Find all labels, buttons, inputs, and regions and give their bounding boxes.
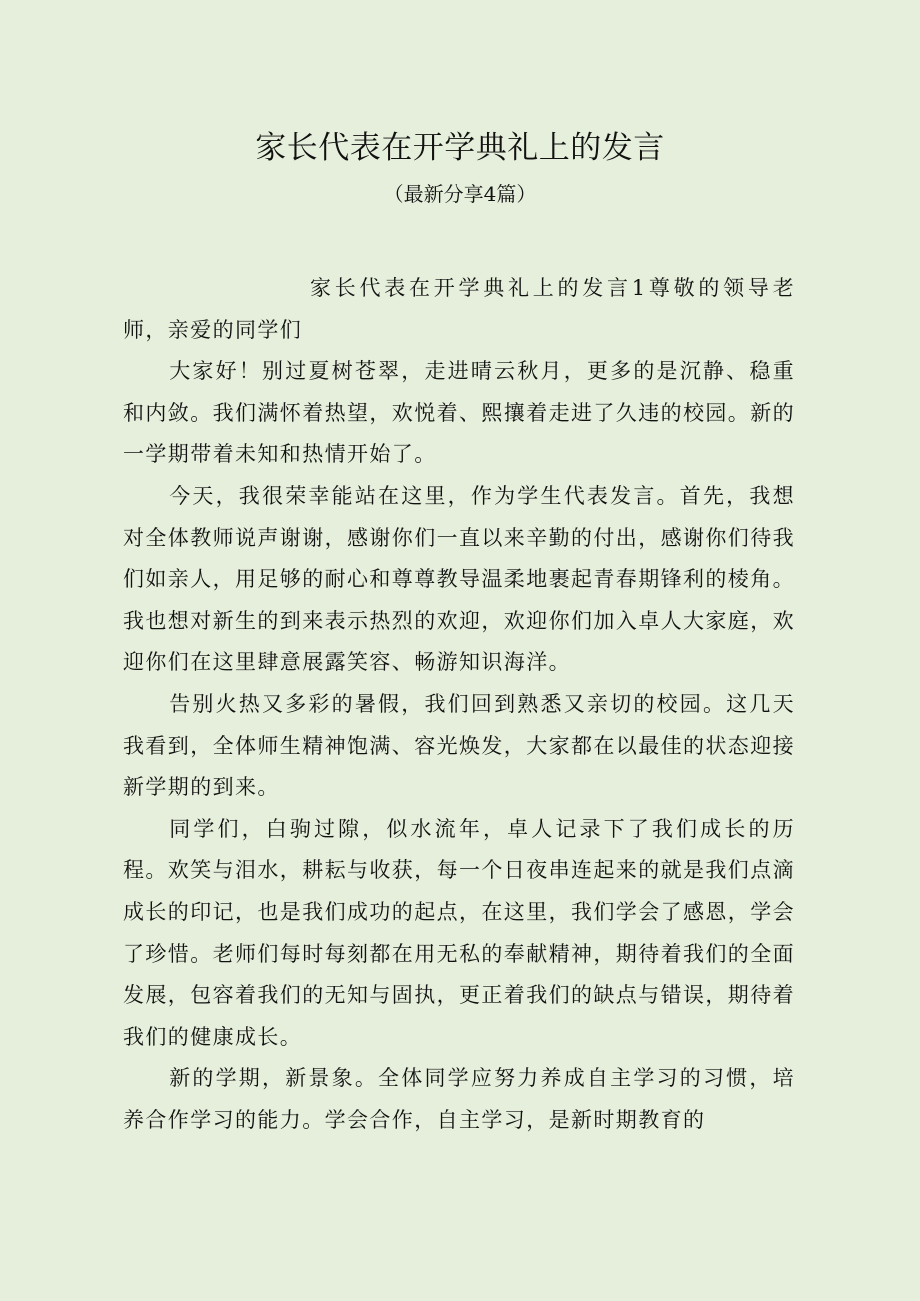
document-subtitle: （最新分享4篇） xyxy=(383,182,537,206)
paragraph: 同学们，白驹过隙，似水流年，卓人记录下了我们成长的历程。欢笑与泪水，耕耘与收获，每一个日夜串连起来的就是我们点滴成长的印记，也是我们成功的起点，在这里，我们学会了感恩，学会了珍惜。老师们每时每刻都在用无私的奉献精神，期待着我们的全面发展，包容着我们的无知与固执，更正着我们的缺点与错误，期待着我们的健康成长。 xyxy=(123,816,795,1049)
paragraph: 今天，我很荣幸能站在这里，作为学生代表发言。首先，我想对全体教师说声谢谢，感谢你们一直以来辛勤的付出，感谢你们待我们如亲人，用足够的耐心和尊尊教导温柔地裹起青春期锋利的棱角。我也想对新生的到来表示热烈的欢迎，欢迎你们加入卓人大家庭，欢迎你们在这里肆意展露笑容、畅游知识海洋。 xyxy=(123,483,795,675)
document-title: 家长代表在开学典礼上的发言 xyxy=(255,130,665,166)
paragraph: 新的学期，新景象。全体同学应努力养成自主学习的习惯，培养合作学习的能力。学会合作，自主学习，是新时期教育的 xyxy=(123,1066,795,1132)
paragraph: 告别火热又多彩的暑假，我们回到熟悉又亲切的校园。这几天我看到，全体师生精神饱满、容光焕发，大家都在以最佳的状态迎接新学期的到来。 xyxy=(123,691,795,800)
document-body xyxy=(123,268,795,1141)
paragraph-greeting: 家长代表在开学典礼上的发言1尊敬的领导老师，亲爱的同学们 xyxy=(123,276,795,342)
paragraph: 大家好！别过夏树苍翠，走进晴云秋月，更多的是沉静、稳重和内敛。我们满怀着热望，欢悦着、熙攘着走进了久违的校园。新的一学期带着未知和热情开始了。 xyxy=(123,359,795,467)
